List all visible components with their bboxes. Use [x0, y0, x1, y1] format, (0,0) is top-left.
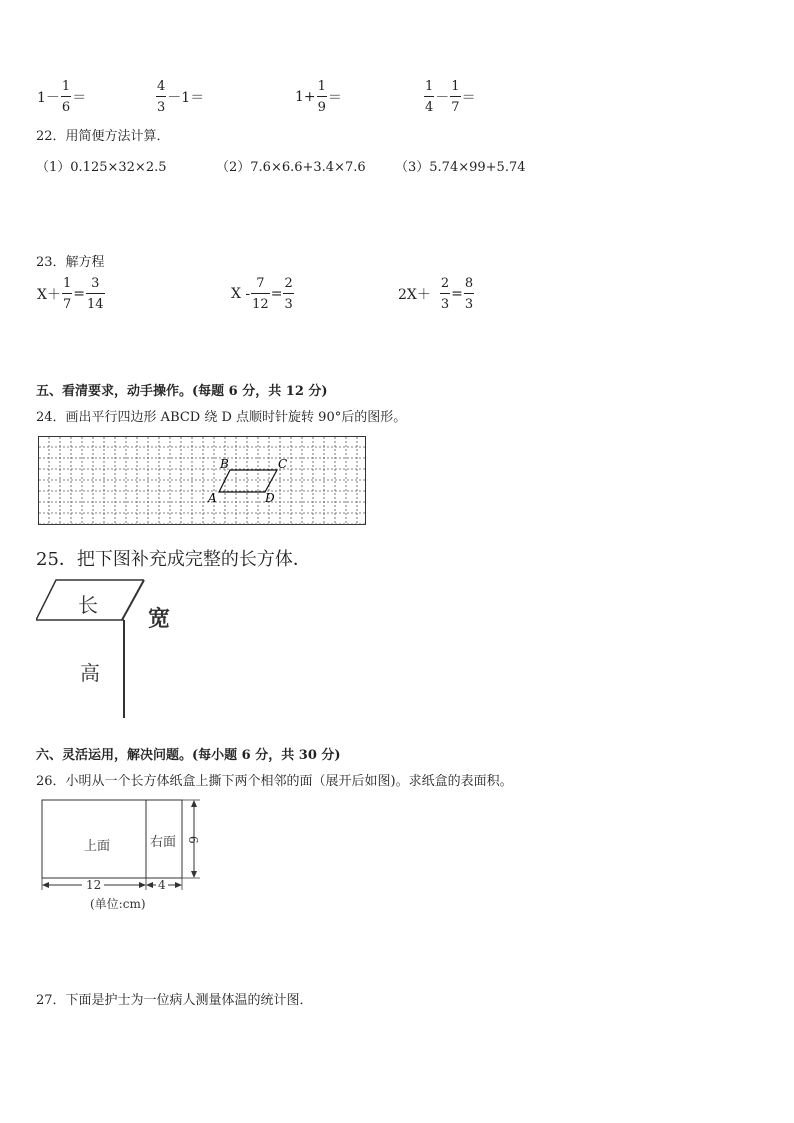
- q22-item-2: （2）7.6×6.6+3.4×7.6: [216, 160, 366, 175]
- q25-title: 25．把下图补充成完整的长方体．: [36, 549, 311, 570]
- q24-title: 24．画出平行四边形 ABCD 绕 D 点顺时针旋转 90°后的图形。: [36, 410, 407, 425]
- section-5-heading: 五、看清要求，动手操作。(每题 6 分，共 12 分): [36, 384, 328, 399]
- top-face-label: 上面: [84, 839, 111, 854]
- q22-item-1: （1）0.125×32×2.5: [36, 160, 167, 175]
- vertex-label-b: B: [220, 457, 229, 471]
- height-label: 高: [80, 661, 100, 685]
- equation-3: 2X＋ $\frac{2}{3}$ = $\frac{8}{3}$: [398, 276, 474, 312]
- fraction: $\frac{1}{6}$: [61, 79, 71, 115]
- dim-width-label: 4: [158, 878, 166, 892]
- equation-2: X - $\frac{7}{12}$ = $\frac{2}{3}$: [231, 276, 293, 312]
- section-6-heading: 六、灵活运用，解决问题。(每小题 6 分，共 30 分): [36, 748, 341, 763]
- q26-net-figure: [36, 796, 206, 916]
- fraction: $\frac{4}{3}$: [157, 79, 166, 115]
- dim-length-label: 12: [86, 878, 102, 892]
- fraction: $\frac{1}{7}$: [451, 79, 460, 115]
- q22-item-3: （3）5.74×99+5.74: [395, 160, 526, 175]
- vertex-label-a: A: [208, 491, 217, 505]
- fraction-expr-1: 1－ $\frac{1}{6}$ ＝: [37, 79, 87, 115]
- fraction-expr-4: $\frac{1}{4}$ － $\frac{1}{7}$ ＝: [425, 79, 476, 115]
- fraction: $\frac{1}{9}$: [317, 79, 326, 115]
- vertex-label-d: D: [265, 491, 275, 505]
- length-label: 长: [78, 593, 98, 617]
- vertex-label-c: C: [278, 457, 288, 471]
- fraction-expr-2: $\frac{4}{3}$ －1＝: [157, 79, 205, 115]
- q27-title: 27．下面是护士为一位病人测量体温的统计图．: [36, 993, 313, 1008]
- q22-title: 22．用简便方法计算．: [36, 129, 170, 144]
- equation-1: X＋ $\frac{1}{7}$ = $\frac{3}{14}$: [37, 276, 104, 312]
- dim-height-label: 6: [186, 836, 200, 844]
- q25-cuboid-figure: [36, 578, 196, 720]
- q23-title: 23．解方程: [36, 255, 105, 270]
- q24-grid-figure: [38, 436, 366, 526]
- width-label: 宽: [148, 606, 171, 632]
- q26-title: 26．小明从一个长方体纸盒上撕下两个相邻的面（展开后如图)。求纸盒的表面积。: [36, 774, 513, 789]
- right-face-label: 右面: [150, 835, 177, 850]
- parallelogram-abcd: [219, 470, 277, 492]
- fraction: $\frac{1}{4}$: [425, 79, 434, 115]
- fraction-expr-3: 1+ $\frac{1}{9}$ ＝: [295, 79, 342, 115]
- unit-label: (单位:cm): [90, 897, 146, 911]
